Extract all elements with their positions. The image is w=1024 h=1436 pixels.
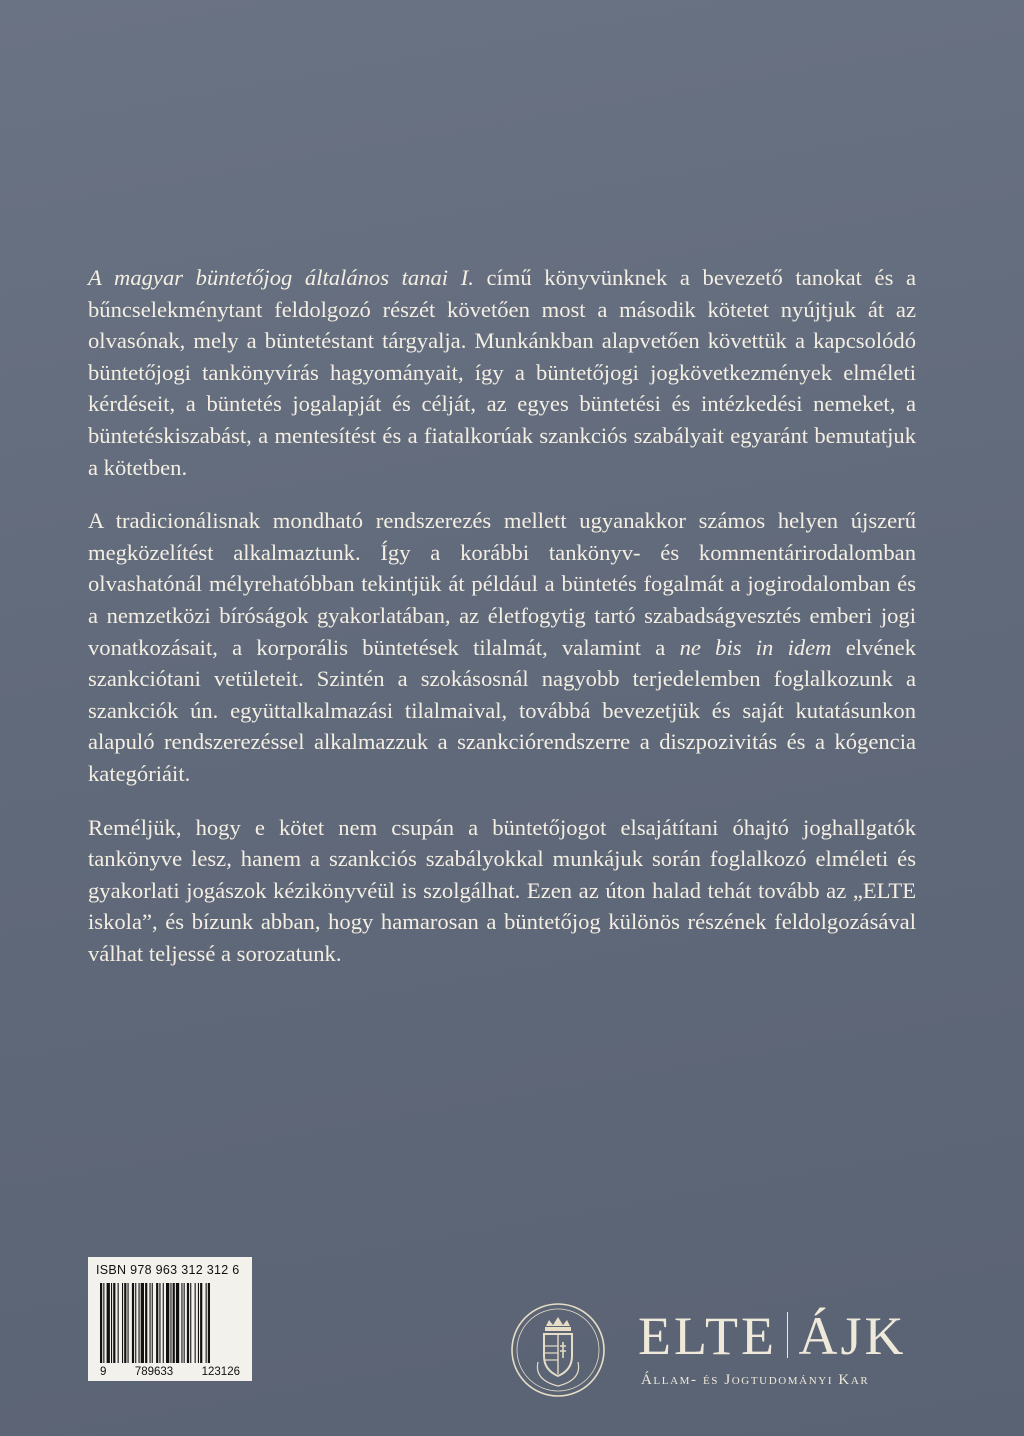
- barcode-bar: [100, 1283, 102, 1363]
- blurb-paragraph-2: [88, 505, 916, 789]
- barcode-bar: [163, 1283, 164, 1363]
- barcode-bar: [156, 1283, 158, 1363]
- barcode-bar: [118, 1283, 119, 1363]
- logo-divider: [787, 1312, 789, 1358]
- barcode-bar: [145, 1283, 147, 1363]
- barcode-bar: [128, 1283, 129, 1363]
- isbn-number: ISBN 978 963 312 312 6: [96, 1263, 240, 1277]
- elte-ajk-logo: [508, 1300, 938, 1400]
- logo-name-elte: ELTE: [638, 1306, 777, 1366]
- barcode-bar: [190, 1283, 191, 1363]
- blurb-paragraph-2-text-a: A tradicionálisnak mondható rendszerezés mellett ugyanakkor számos helyen újszerű megközelítést alkalmaztunk. Így a korábbi tankönyv- és kommentárirodalomban olvashatónál mélyrehatóbban tekintjük át például a büntetés fogalmát a jogirodalomban és a nemzetközi bíróságok gyakorlatában, az életfogytig tartó szabadságvesztés emberi jogi vonatkozásait, a korporális büntetések tilalmát, valamint a: [88, 508, 916, 660]
- barcode-bar: [176, 1283, 179, 1363]
- barcode-bar: [208, 1283, 210, 1363]
- barcode-bar: [184, 1283, 185, 1363]
- university-crest-icon: [508, 1300, 608, 1400]
- barcode-bar: [150, 1283, 151, 1363]
- barcode-bar: [124, 1283, 126, 1363]
- barcode-bar: [166, 1283, 169, 1363]
- latin-phrase-italic: ne bis in idem: [679, 634, 832, 660]
- barcode-digits-right: 123126: [201, 1366, 240, 1378]
- barcode-bars: [96, 1283, 244, 1363]
- blurb-paragraph-3: Reméljük, hogy e kötet nem csupán a büntetőjogot elsajátítani óhajtó joghallgatók tankönyve lesz, hanem a szankciós szabályokkal munkájuk során foglalkozó elméleti és gyakorlati jogászok kézikönyvéül is szolgálhat. Ezen az úton halad tehát tovább az „ELTE iskola”, és bízunk abban, hogy hamarosan a büntetőjog különös részének feldolgozásával válhat teljessé a sorozatunk.: [88, 814, 916, 966]
- blurb-paragraph-1: [88, 262, 916, 483]
- barcode-digits: [96, 1366, 244, 1378]
- logo-subtitle: Állam- és Jogtudományi Kar: [641, 1372, 870, 1388]
- barcode-bar: [195, 1283, 196, 1363]
- barcode-bar: [173, 1283, 175, 1363]
- barcode-bar: [141, 1283, 144, 1363]
- isbn-barcode: [88, 1257, 252, 1381]
- barcode-bar: [139, 1283, 140, 1363]
- barcode-bar: [159, 1283, 160, 1363]
- barcode-bar: [181, 1283, 182, 1363]
- barcode-bar: [122, 1283, 123, 1363]
- barcode-digit-lead: 9: [100, 1366, 107, 1378]
- barcode-bar: [111, 1283, 112, 1363]
- barcode-bar: [135, 1283, 136, 1363]
- barcode-bar: [152, 1283, 153, 1363]
- book-title-italic: A magyar büntetőjog általános tanai I.: [88, 265, 474, 290]
- barcode-bar: [103, 1283, 104, 1363]
- barcode-bar: [200, 1283, 202, 1363]
- barcode-bar: [170, 1283, 171, 1363]
- barcode-bar: [132, 1283, 134, 1363]
- logo-wordmark: [638, 1306, 907, 1366]
- barcode-bar: [187, 1283, 189, 1363]
- blurb-paragraph-2-text-b: elvének szankciótani vetületeit. Szintén a szokásosnál nagyobb terjedelemben foglalkozunk a szankciók ún. együttalkalmazási tilalmaival, továbbá bevezetjük és saját kutatásunkon alapuló rendszerezéssel alkalmazzuk a szankciórendszerre a diszpozivitás és a kógencia kategóriáit.: [88, 634, 916, 786]
- barcode-digits-left: 789633: [134, 1366, 174, 1378]
- barcode-bar: [113, 1283, 115, 1363]
- cover-blurb: [88, 262, 916, 969]
- logo-name-ajk: ÁJK: [798, 1306, 907, 1366]
- barcode-bar: [107, 1283, 110, 1363]
- blurb-paragraph-1-text: című könyvünknek a bevezető tanokat és a bűncselekménytant feldolgozó részét követően most a második kötetet nyújtjuk át az olvasónak, mely a büntetéstant tárgyalja. Munkánkban alapvetően követtük a kapcsolódó büntetőjogi tankönyvírás hagyományait, így a büntetőjogi jogkövetkezmények elméleti kérdéseit, a büntetés jogalapját és célját, az egyes büntetési és intézkedési nemeket, a büntetéskiszabást, a mentesítést és a fiatalkorúak szankciós szabályait egyaránt bemutatjuk a kötetben.: [88, 265, 917, 480]
- barcode-bar: [198, 1283, 199, 1363]
- barcode-bar: [206, 1283, 207, 1363]
